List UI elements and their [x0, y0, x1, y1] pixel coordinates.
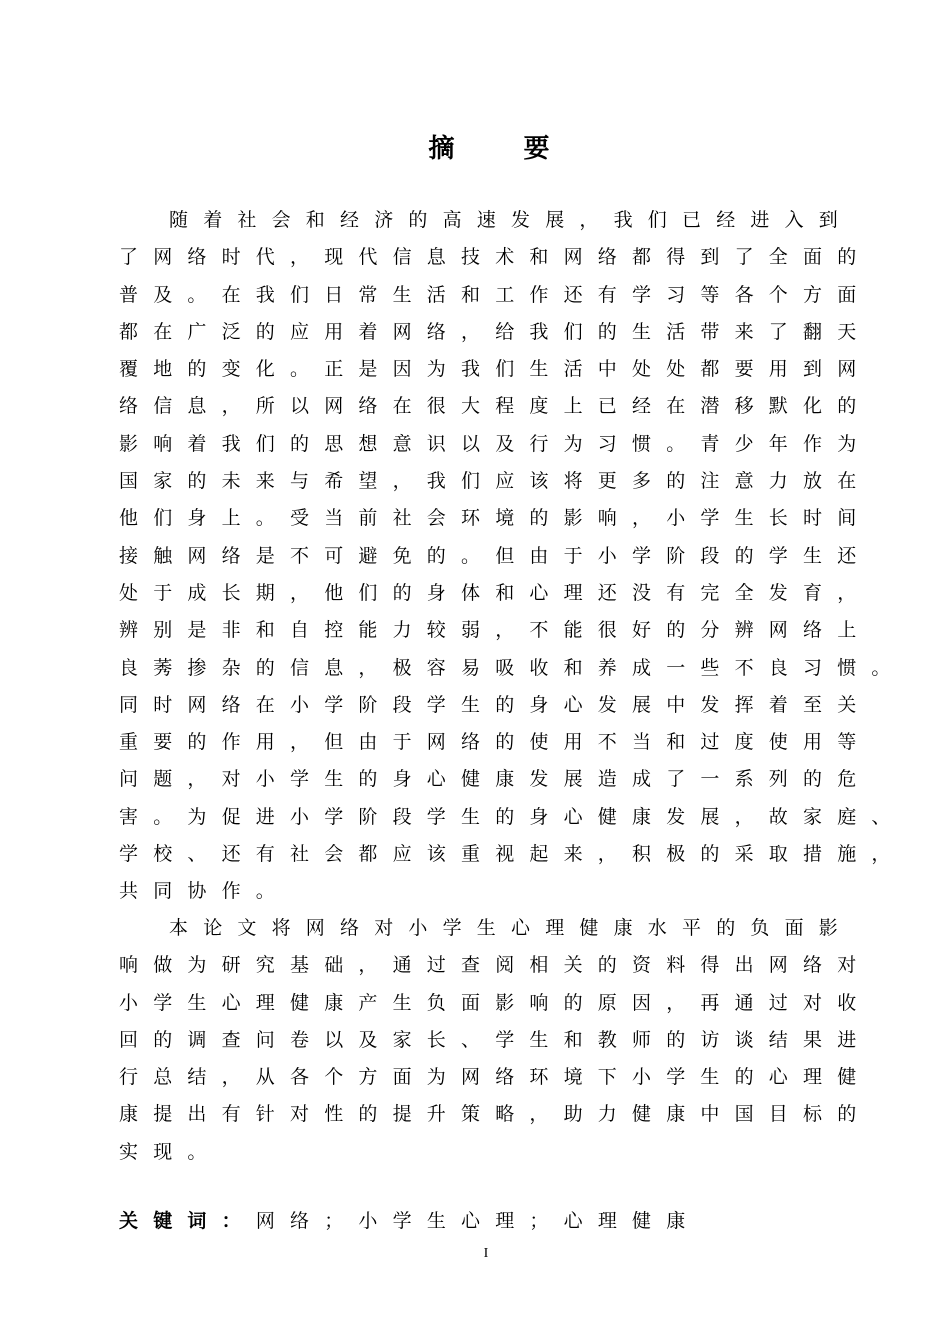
text-line: 回的调查问卷以及家长、学生和教师的访谈结果进 — [119, 1028, 872, 1051]
text-line: 实现。 — [119, 1140, 222, 1163]
text-line: 害。为促进小学阶段学生的身心健康发展，故家庭、 — [119, 805, 906, 828]
text-line: 重要的作用，但由于网络的使用不当和过度使用等 — [119, 731, 872, 754]
text-line: 国家的未来与希望，我们应该将更多的注意力放在 — [119, 470, 872, 493]
text-line: 络信息，所以网络在很大程度上已经在潜移默化的 — [119, 395, 872, 418]
text-line: 问题，对小学生的身心健康发展造成了一系列的危 — [119, 768, 872, 791]
text-line: 本论文将网络对小学生心理健康水平的负面影 — [169, 917, 854, 939]
abstract-paragraph-2 — [119, 910, 872, 1171]
text-line: 辨别是非和自控能力较弱，不能很好的分辨网络上 — [119, 619, 872, 642]
text-line: 随着社会和经济的高速发展，我们已经进入到 — [169, 209, 854, 231]
abstract-paragraph-1 — [119, 202, 906, 911]
abstract-title: 摘 要 — [428, 134, 580, 164]
text-line: 行总结，从各个方面为网络环境下小学生的心理健 — [119, 1066, 872, 1089]
text-line: 他们身上。受当前社会环境的影响，小学生长时间 — [119, 507, 872, 530]
text-line: 康提出有针对性的提升策略，助力健康中国目标的 — [119, 1103, 872, 1126]
text-line: 共同协作。 — [119, 880, 291, 903]
text-line: 接触网络是不可避免的。但由于小学阶段的学生还 — [119, 544, 872, 567]
text-line: 影响着我们的思想意识以及行为习惯。青少年作为 — [119, 432, 872, 455]
text-line: 处于成长期，他们的身体和心理还没有完全发育， — [119, 581, 872, 604]
keywords-line — [119, 1203, 700, 1240]
text-line: 普及。在我们日常生活和工作还有学习等各个方面 — [119, 283, 872, 306]
text-line: 学校、还有社会都应该重视起来，积极的采取措施， — [119, 843, 906, 866]
text-line: 同时网络在小学阶段学生的身心发展中发挥着至关 — [119, 693, 872, 716]
text-line: 小学生心理健康产生负面影响的原因，再通过对收 — [119, 991, 872, 1014]
text-line: 了网络时代，现代信息技术和网络都得到了全面的 — [119, 246, 872, 269]
keywords-value: 网络；小学生心理；心理健康 — [255, 1210, 701, 1232]
text-line: 都在广泛的应用着网络，给我们的生活带来了翻天 — [119, 320, 872, 343]
text-line: 覆地的变化。正是因为我们生活中处处都要用到网 — [119, 358, 872, 381]
text-line: 响做为研究基础，通过查阅相关的资料得出网络对 — [119, 954, 872, 977]
page-number: I — [483, 1246, 489, 1261]
text-line: 良莠掺杂的信息，极容易吸收和养成一些不良习惯。 — [119, 656, 906, 679]
keywords-label: 关键词： — [119, 1210, 256, 1232]
